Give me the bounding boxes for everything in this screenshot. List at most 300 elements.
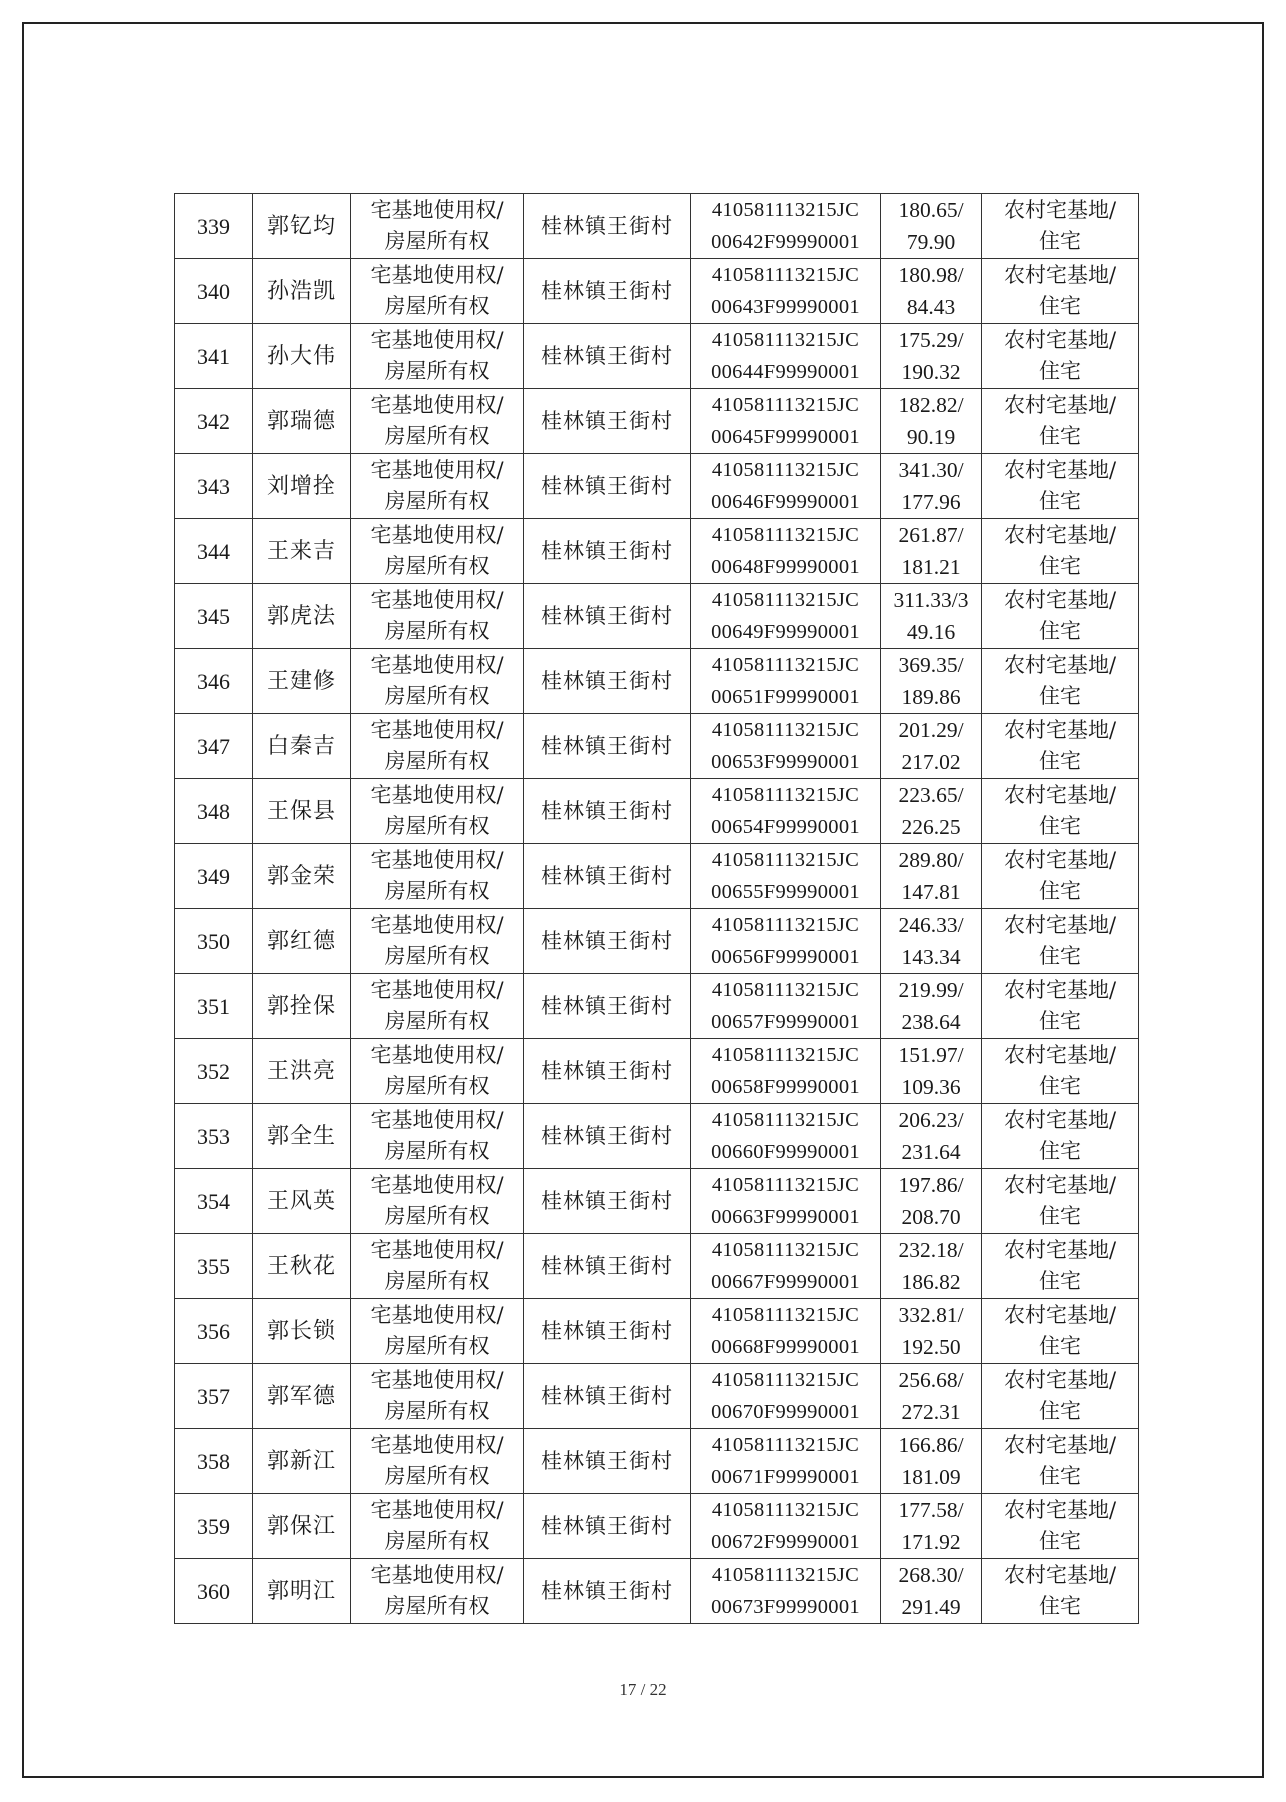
right-type-line-1: 宅基地使用权/ <box>370 1563 504 1587</box>
row-number: 347 <box>175 714 253 779</box>
location: 桂林镇王街村 <box>524 649 691 714</box>
right-type <box>351 1104 524 1169</box>
owner-name: 王秋花 <box>253 1234 351 1299</box>
right-type-line-1: 宅基地使用权/ <box>370 198 504 222</box>
right-type-line-2: 房屋所有权 <box>384 489 490 513</box>
unit-code-line-1: 410581113215JC <box>711 329 860 351</box>
unit-code-line-1: 410581113215JC <box>711 1499 860 1521</box>
row-number: 353 <box>175 1104 253 1169</box>
land-use <box>982 649 1139 714</box>
land-use-line-2: 住宅 <box>1039 749 1081 773</box>
land-use-line-2: 住宅 <box>1039 1529 1081 1553</box>
area-values-line-2: 90.19 <box>906 425 956 449</box>
right-type-line-2: 房屋所有权 <box>384 1529 490 1553</box>
unit-code-line-2: 00663F99990001 <box>711 1206 860 1228</box>
right-type-line-2: 房屋所有权 <box>384 359 490 383</box>
right-type-line-1: 宅基地使用权/ <box>370 913 504 937</box>
owner-name: 刘增拴 <box>253 454 351 519</box>
right-type-line-1: 宅基地使用权/ <box>370 718 504 742</box>
row-number: 350 <box>175 909 253 974</box>
land-use-line-1: 农村宅基地/ <box>1003 718 1117 742</box>
table-row <box>175 389 1139 454</box>
area-values-line-1: 223.65/ <box>898 783 964 807</box>
land-use-line-1: 农村宅基地/ <box>1003 1108 1117 1132</box>
land-use <box>982 1169 1139 1234</box>
table-row <box>175 844 1139 909</box>
area-values-line-1: 206.23/ <box>898 1108 964 1132</box>
land-use <box>982 714 1139 779</box>
unit-code <box>691 1299 881 1364</box>
land-use-line-2: 住宅 <box>1039 359 1081 383</box>
right-type-line-2: 房屋所有权 <box>384 554 490 578</box>
owner-name: 王保县 <box>253 779 351 844</box>
area-values-line-2: 231.64 <box>901 1140 961 1164</box>
land-use-line-2: 住宅 <box>1039 1269 1081 1293</box>
row-number: 342 <box>175 389 253 454</box>
area-values-line-2: 186.82 <box>901 1270 961 1294</box>
table-body <box>175 194 1139 1624</box>
owner-name: 郭全生 <box>253 1104 351 1169</box>
land-use-line-1: 农村宅基地/ <box>1003 458 1117 482</box>
owner-name: 郭拴保 <box>253 974 351 1039</box>
land-use-line-2: 住宅 <box>1039 554 1081 578</box>
table-row <box>175 1169 1139 1234</box>
right-type-line-1: 宅基地使用权/ <box>370 393 504 417</box>
area-values-line-2: 181.21 <box>901 555 961 579</box>
table-row <box>175 1364 1139 1429</box>
area-values <box>881 194 982 259</box>
land-use-line-2: 住宅 <box>1039 1139 1081 1163</box>
unit-code-line-2: 00655F99990001 <box>711 881 860 903</box>
right-type-line-2: 房屋所有权 <box>384 1269 490 1293</box>
land-use-line-2: 住宅 <box>1039 1464 1081 1488</box>
table-row <box>175 714 1139 779</box>
owner-name: 郭金荣 <box>253 844 351 909</box>
right-type-line-1: 宅基地使用权/ <box>370 653 504 677</box>
location: 桂林镇王街村 <box>524 779 691 844</box>
right-type-line-2: 房屋所有权 <box>384 1464 490 1488</box>
unit-code-line-2: 00658F99990001 <box>711 1076 860 1098</box>
area-values <box>881 1104 982 1169</box>
land-use <box>982 1494 1139 1559</box>
right-type-line-1: 宅基地使用权/ <box>370 848 504 872</box>
land-use-line-2: 住宅 <box>1039 944 1081 968</box>
area-values <box>881 649 982 714</box>
location: 桂林镇王街村 <box>524 1429 691 1494</box>
owner-name: 郭军德 <box>253 1364 351 1429</box>
right-type-line-2: 房屋所有权 <box>384 1334 490 1358</box>
land-use-line-2: 住宅 <box>1039 1009 1081 1033</box>
row-number: 357 <box>175 1364 253 1429</box>
land-use-line-1: 农村宅基地/ <box>1003 588 1117 612</box>
unit-code-line-1: 410581113215JC <box>711 849 860 871</box>
right-type-line-2: 房屋所有权 <box>384 1204 490 1228</box>
right-type <box>351 1559 524 1624</box>
owner-name: 孙大伟 <box>253 324 351 389</box>
unit-code-line-1: 410581113215JC <box>711 199 860 221</box>
land-use-line-1: 农村宅基地/ <box>1003 1498 1117 1522</box>
unit-code-line-2: 00668F99990001 <box>711 1336 860 1358</box>
table-row <box>175 779 1139 844</box>
land-use-line-2: 住宅 <box>1039 879 1081 903</box>
unit-code <box>691 194 881 259</box>
land-use-line-2: 住宅 <box>1039 489 1081 513</box>
row-number: 360 <box>175 1559 253 1624</box>
owner-name: 孙浩凯 <box>253 259 351 324</box>
land-use-line-1: 农村宅基地/ <box>1003 1173 1117 1197</box>
right-type <box>351 259 524 324</box>
unit-code-line-2: 00642F99990001 <box>711 231 860 253</box>
area-values-line-1: 182.82/ <box>898 393 964 417</box>
area-values-line-2: 181.09 <box>901 1465 961 1489</box>
unit-code-line-2: 00670F99990001 <box>711 1401 860 1423</box>
location: 桂林镇王街村 <box>524 1494 691 1559</box>
land-use-line-2: 住宅 <box>1039 1399 1081 1423</box>
location: 桂林镇王街村 <box>524 389 691 454</box>
location: 桂林镇王街村 <box>524 194 691 259</box>
location: 桂林镇王街村 <box>524 1364 691 1429</box>
unit-code <box>691 649 881 714</box>
area-values <box>881 714 982 779</box>
owner-name: 王洪亮 <box>253 1039 351 1104</box>
location: 桂林镇王街村 <box>524 1169 691 1234</box>
unit-code-line-1: 410581113215JC <box>711 1369 860 1391</box>
land-use-line-1: 农村宅基地/ <box>1003 783 1117 807</box>
land-use <box>982 1104 1139 1169</box>
area-values-line-2: 189.86 <box>901 685 961 709</box>
unit-code-line-2: 00672F99990001 <box>711 1531 860 1553</box>
area-values-line-2: 192.50 <box>901 1335 961 1359</box>
land-use-line-1: 农村宅基地/ <box>1003 1238 1117 1262</box>
land-use-line-1: 农村宅基地/ <box>1003 848 1117 872</box>
location: 桂林镇王街村 <box>524 584 691 649</box>
unit-code-line-1: 410581113215JC <box>711 784 860 806</box>
area-values-line-2: 79.90 <box>906 230 956 254</box>
land-use <box>982 779 1139 844</box>
right-type-line-2: 房屋所有权 <box>384 749 490 773</box>
area-values-line-1: 311.33/3 <box>893 588 969 612</box>
right-type-line-2: 房屋所有权 <box>384 684 490 708</box>
unit-code-line-1: 410581113215JC <box>711 1304 860 1326</box>
owner-name: 郭长锁 <box>253 1299 351 1364</box>
land-use-line-1: 农村宅基地/ <box>1003 913 1117 937</box>
area-values-line-2: 208.70 <box>901 1205 961 1229</box>
land-use <box>982 909 1139 974</box>
area-values-line-2: 109.36 <box>901 1075 961 1099</box>
location: 桂林镇王街村 <box>524 1039 691 1104</box>
area-values-line-1: 369.35/ <box>898 653 964 677</box>
unit-code-line-1: 410581113215JC <box>711 914 860 936</box>
area-values-line-1: 219.99/ <box>898 978 964 1002</box>
land-use <box>982 1234 1139 1299</box>
unit-code-line-2: 00660F99990001 <box>711 1141 860 1163</box>
table-row <box>175 454 1139 519</box>
owner-name: 郭瑞德 <box>253 389 351 454</box>
right-type <box>351 1234 524 1299</box>
area-values-line-2: 238.64 <box>901 1010 961 1034</box>
row-number: 345 <box>175 584 253 649</box>
area-values-line-2: 171.92 <box>901 1530 961 1554</box>
location: 桂林镇王街村 <box>524 1104 691 1169</box>
row-number: 341 <box>175 324 253 389</box>
land-use-line-1: 农村宅基地/ <box>1003 1368 1117 1392</box>
area-values <box>881 974 982 1039</box>
owner-name: 王来吉 <box>253 519 351 584</box>
unit-code <box>691 1494 881 1559</box>
area-values <box>881 389 982 454</box>
land-use-line-2: 住宅 <box>1039 229 1081 253</box>
right-type <box>351 1169 524 1234</box>
location: 桂林镇王街村 <box>524 454 691 519</box>
land-use-line-1: 农村宅基地/ <box>1003 328 1117 352</box>
right-type <box>351 454 524 519</box>
land-use <box>982 974 1139 1039</box>
unit-code <box>691 454 881 519</box>
area-values <box>881 584 982 649</box>
unit-code <box>691 909 881 974</box>
right-type-line-2: 房屋所有权 <box>384 944 490 968</box>
land-use-line-1: 农村宅基地/ <box>1003 263 1117 287</box>
right-type <box>351 194 524 259</box>
table-row <box>175 1234 1139 1299</box>
unit-code-line-2: 00657F99990001 <box>711 1011 860 1033</box>
unit-code <box>691 1039 881 1104</box>
location: 桂林镇王街村 <box>524 259 691 324</box>
table-row <box>175 519 1139 584</box>
unit-code <box>691 1364 881 1429</box>
unit-code-line-2: 00654F99990001 <box>711 816 860 838</box>
area-values-line-2: 217.02 <box>901 750 961 774</box>
location: 桂林镇王街村 <box>524 519 691 584</box>
unit-code-line-1: 410581113215JC <box>711 654 860 676</box>
area-values-line-1: 256.68/ <box>898 1368 964 1392</box>
row-number: 348 <box>175 779 253 844</box>
unit-code-line-1: 410581113215JC <box>711 589 860 611</box>
page-number: 17 / 22 <box>619 1680 667 1699</box>
land-use <box>982 584 1139 649</box>
area-values <box>881 519 982 584</box>
area-values-line-1: 201.29/ <box>898 718 964 742</box>
unit-code-line-2: 00644F99990001 <box>711 361 860 383</box>
row-number: 339 <box>175 194 253 259</box>
area-values-line-2: 177.96 <box>901 490 961 514</box>
right-type <box>351 909 524 974</box>
area-values-line-2: 226.25 <box>901 815 961 839</box>
table-row <box>175 1104 1139 1169</box>
area-values-line-1: 246.33/ <box>898 913 964 937</box>
unit-code <box>691 1234 881 1299</box>
land-use-line-1: 农村宅基地/ <box>1003 978 1117 1002</box>
right-type-line-1: 宅基地使用权/ <box>370 523 504 547</box>
location: 桂林镇王街村 <box>524 714 691 779</box>
area-values <box>881 909 982 974</box>
land-use-line-2: 住宅 <box>1039 294 1081 318</box>
area-values <box>881 1169 982 1234</box>
unit-code-line-2: 00673F99990001 <box>711 1596 860 1618</box>
area-values-line-1: 166.86/ <box>898 1433 964 1457</box>
land-use-line-2: 住宅 <box>1039 1204 1081 1228</box>
owner-name: 白秦吉 <box>253 714 351 779</box>
unit-code-line-1: 410581113215JC <box>711 1564 860 1586</box>
unit-code-line-1: 410581113215JC <box>711 719 860 741</box>
unit-code-line-1: 410581113215JC <box>711 979 860 1001</box>
right-type-line-2: 房屋所有权 <box>384 1594 490 1618</box>
right-type <box>351 1364 524 1429</box>
row-number: 358 <box>175 1429 253 1494</box>
location: 桂林镇王街村 <box>524 1234 691 1299</box>
unit-code-line-2: 00649F99990001 <box>711 621 860 643</box>
area-values <box>881 1559 982 1624</box>
area-values <box>881 1429 982 1494</box>
right-type <box>351 324 524 389</box>
right-type <box>351 714 524 779</box>
right-type-line-1: 宅基地使用权/ <box>370 263 504 287</box>
land-use-line-1: 农村宅基地/ <box>1003 653 1117 677</box>
right-type <box>351 519 524 584</box>
table-row <box>175 259 1139 324</box>
area-values <box>881 1299 982 1364</box>
table-row <box>175 974 1139 1039</box>
row-number: 355 <box>175 1234 253 1299</box>
unit-code <box>691 714 881 779</box>
unit-code <box>691 389 881 454</box>
table-row <box>175 1039 1139 1104</box>
location: 桂林镇王街村 <box>524 844 691 909</box>
right-type <box>351 844 524 909</box>
right-type <box>351 974 524 1039</box>
owner-name: 郭明江 <box>253 1559 351 1624</box>
area-values <box>881 1039 982 1104</box>
right-type-line-2: 房屋所有权 <box>384 814 490 838</box>
right-type-line-2: 房屋所有权 <box>384 879 490 903</box>
unit-code <box>691 779 881 844</box>
area-values-line-2: 272.31 <box>901 1400 961 1424</box>
unit-code-line-2: 00646F99990001 <box>711 491 860 513</box>
unit-code-line-1: 410581113215JC <box>711 1174 860 1196</box>
row-number: 351 <box>175 974 253 1039</box>
land-use-line-2: 住宅 <box>1039 424 1081 448</box>
land-use-line-2: 住宅 <box>1039 684 1081 708</box>
location: 桂林镇王街村 <box>524 1559 691 1624</box>
right-type-line-2: 房屋所有权 <box>384 1074 490 1098</box>
property-register-table <box>174 193 1139 1624</box>
land-use-line-1: 农村宅基地/ <box>1003 393 1117 417</box>
area-values-line-1: 177.58/ <box>898 1498 964 1522</box>
area-values <box>881 1364 982 1429</box>
owner-name: 王风英 <box>253 1169 351 1234</box>
land-use-line-2: 住宅 <box>1039 814 1081 838</box>
right-type-line-2: 房屋所有权 <box>384 1139 490 1163</box>
right-type-line-2: 房屋所有权 <box>384 424 490 448</box>
unit-code <box>691 1104 881 1169</box>
right-type-line-2: 房屋所有权 <box>384 1009 490 1033</box>
area-values <box>881 324 982 389</box>
land-use-line-2: 住宅 <box>1039 1594 1081 1618</box>
land-use <box>982 1039 1139 1104</box>
unit-code <box>691 324 881 389</box>
location: 桂林镇王街村 <box>524 324 691 389</box>
unit-code-line-2: 00651F99990001 <box>711 686 860 708</box>
unit-code-line-1: 410581113215JC <box>711 1239 860 1261</box>
owner-name: 王建修 <box>253 649 351 714</box>
area-values-line-2: 291.49 <box>901 1595 961 1619</box>
owner-name: 郭新江 <box>253 1429 351 1494</box>
table-row <box>175 584 1139 649</box>
unit-code-line-2: 00653F99990001 <box>711 751 860 773</box>
land-use-line-1: 农村宅基地/ <box>1003 1303 1117 1327</box>
area-values-line-2: 49.16 <box>906 620 956 644</box>
unit-code-line-2: 00648F99990001 <box>711 556 860 578</box>
right-type-line-1: 宅基地使用权/ <box>370 1238 504 1262</box>
area-values-line-2: 84.43 <box>906 295 956 319</box>
right-type-line-1: 宅基地使用权/ <box>370 1433 504 1457</box>
unit-code-line-1: 410581113215JC <box>711 1434 860 1456</box>
unit-code-line-1: 410581113215JC <box>711 1109 860 1131</box>
location: 桂林镇王街村 <box>524 1299 691 1364</box>
row-number: 349 <box>175 844 253 909</box>
area-values-line-1: 341.30/ <box>898 458 964 482</box>
area-values-line-1: 268.30/ <box>898 1563 964 1587</box>
land-use-line-1: 农村宅基地/ <box>1003 1043 1117 1067</box>
row-number: 344 <box>175 519 253 584</box>
land-use-line-1: 农村宅基地/ <box>1003 1433 1117 1457</box>
land-use <box>982 1559 1139 1624</box>
area-values <box>881 454 982 519</box>
area-values-line-1: 332.81/ <box>898 1303 964 1327</box>
right-type <box>351 1494 524 1559</box>
table-row <box>175 324 1139 389</box>
unit-code-line-1: 410581113215JC <box>711 1044 860 1066</box>
right-type-line-1: 宅基地使用权/ <box>370 978 504 1002</box>
area-values-line-1: 180.98/ <box>898 263 964 287</box>
right-type <box>351 649 524 714</box>
row-number: 346 <box>175 649 253 714</box>
land-use <box>982 844 1139 909</box>
area-values-line-1: 175.29/ <box>898 328 964 352</box>
row-number: 340 <box>175 259 253 324</box>
right-type-line-1: 宅基地使用权/ <box>370 1043 504 1067</box>
location: 桂林镇王街村 <box>524 909 691 974</box>
unit-code <box>691 844 881 909</box>
row-number: 354 <box>175 1169 253 1234</box>
unit-code <box>691 519 881 584</box>
unit-code-line-2: 00643F99990001 <box>711 296 860 318</box>
owner-name: 郭保江 <box>253 1494 351 1559</box>
row-number: 343 <box>175 454 253 519</box>
area-values-line-1: 289.80/ <box>898 848 964 872</box>
right-type-line-1: 宅基地使用权/ <box>370 458 504 482</box>
land-use <box>982 1364 1139 1429</box>
land-use-line-2: 住宅 <box>1039 1334 1081 1358</box>
table-row <box>175 649 1139 714</box>
right-type-line-1: 宅基地使用权/ <box>370 1368 504 1392</box>
area-values-line-1: 180.65/ <box>898 198 964 222</box>
land-use <box>982 259 1139 324</box>
right-type <box>351 1299 524 1364</box>
unit-code <box>691 974 881 1039</box>
area-values-line-1: 151.97/ <box>898 1043 964 1067</box>
land-use-line-1: 农村宅基地/ <box>1003 1563 1117 1587</box>
right-type-line-1: 宅基地使用权/ <box>370 1108 504 1132</box>
area-values-line-2: 143.34 <box>901 945 961 969</box>
area-values-line-1: 197.86/ <box>898 1173 964 1197</box>
right-type-line-1: 宅基地使用权/ <box>370 1303 504 1327</box>
land-use <box>982 389 1139 454</box>
unit-code-line-1: 410581113215JC <box>711 524 860 546</box>
land-use <box>982 1299 1139 1364</box>
land-use <box>982 454 1139 519</box>
land-use <box>982 1429 1139 1494</box>
